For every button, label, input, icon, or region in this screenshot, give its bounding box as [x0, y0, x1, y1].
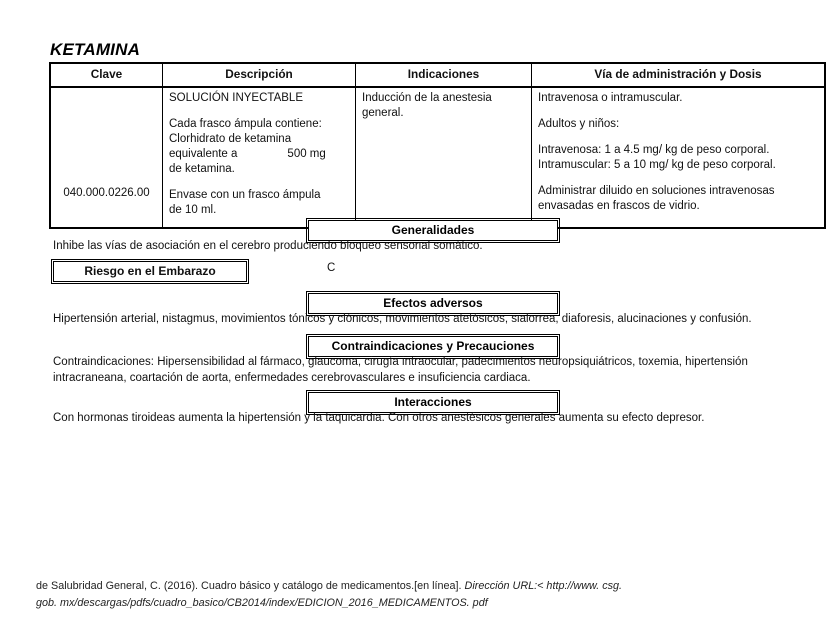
table-header-row	[50, 63, 825, 87]
administration-note-line-2: envasadas en frascos de vidrio.	[538, 200, 700, 213]
section-header-riesgo-embarazo: Riesgo en el Embarazo	[53, 261, 247, 282]
column-header-indicaciones: Indicaciones	[356, 63, 532, 87]
section-body-efectos-adversos: Hipertensión arterial, nistagmus, movimientos tónicos y clónicos, movimientos atetósicos, sialorrea, diaforesis, alucinaciones y confusión.	[53, 313, 752, 325]
table-row	[50, 87, 825, 228]
clave-code: 040.000.0226.00	[63, 187, 150, 200]
table-header	[50, 63, 825, 87]
riesgo-embarazo-value: C	[327, 262, 336, 274]
dose-intravenous: Intravenosa: 1 a 4.5 mg/ kg de peso corporal.	[538, 144, 770, 157]
composition-line-4: de ketamina.	[169, 163, 235, 176]
citation	[36, 578, 636, 611]
cell-indicaciones	[356, 87, 532, 228]
section-body-generalidades: Inhibe las vías de asociación en el cerebro produciendo bloqueo sensorial somático.	[53, 240, 483, 252]
medication-table	[49, 62, 826, 229]
citation-plain: de Salubridad General, C. (2016). Cuadro básico y catálogo de medicamentos.[en línea].	[36, 580, 465, 592]
citation-url: Dirección URL:< http://www. csg. gob. mx/descargas/pdfs/cuadro_basico/CB2014/index/EDICION_2016_MEDICAMENTOS. pdf	[36, 580, 623, 609]
dose-intramuscular: Intramuscular: 5 a 10 mg/ kg de peso corporal.	[538, 159, 776, 172]
table-body	[50, 87, 825, 228]
page-title: KETAMINA	[50, 40, 141, 59]
composition-equivalence-label: equivalente a	[169, 148, 238, 161]
column-header-clave: Clave	[50, 63, 163, 87]
column-header-descripcion: Descripción	[163, 63, 356, 87]
dose-block	[538, 143, 818, 173]
packaging-line-1: Envase con un frasco ámpula	[169, 189, 321, 202]
administration-note	[538, 184, 818, 214]
section-header-interacciones: Interacciones	[308, 392, 558, 413]
packaging-line-2: de 10 ml.	[169, 203, 217, 216]
section-header-contraindicaciones: Contraindicaciones y Precauciones	[308, 336, 558, 357]
section-body-contraindicaciones: Contraindicaciones: Hipersensibilidad al fármaco, glaucoma, cirugía intraocular, padecimientos neuropsiquiátricos, toxemia, hipertensión intracraneana, coartación de aorta, enfermedades cerebrovasculares e insuficiencia cardiaca.	[53, 356, 748, 384]
composition-line-2: Clorhidrato de ketamina	[169, 133, 292, 146]
packaging-block	[169, 188, 349, 218]
indication-text: Inducción de la anestesia general.	[362, 92, 492, 120]
administration-note-line-1: Administrar diluido en soluciones intravenosas	[538, 185, 775, 198]
cell-via-administracion	[532, 87, 826, 228]
composition-block	[169, 117, 349, 177]
cell-clave	[50, 87, 163, 228]
section-header-efectos-adversos: Efectos adversos	[308, 293, 558, 314]
column-header-via: Vía de administración y Dosis	[532, 63, 826, 87]
dosage-form: SOLUCIÓN INYECTABLE	[169, 92, 303, 105]
administration-routes: Intravenosa o intramuscular.	[538, 92, 683, 105]
target-population: Adultos y niños:	[538, 118, 620, 131]
section-header-generalidades: Generalidades	[308, 220, 558, 241]
cell-descripcion	[163, 87, 356, 228]
composition-line-3	[169, 147, 349, 162]
section-body-interacciones: Con hormonas tiroideas aumenta la hipertensión y la taquicardia. Con otros anestésicos generales aumenta su efecto depresor.	[53, 412, 705, 424]
composition-amount: 500 mg	[287, 148, 326, 161]
composition-line-1: Cada frasco ámpula contiene:	[169, 118, 322, 131]
